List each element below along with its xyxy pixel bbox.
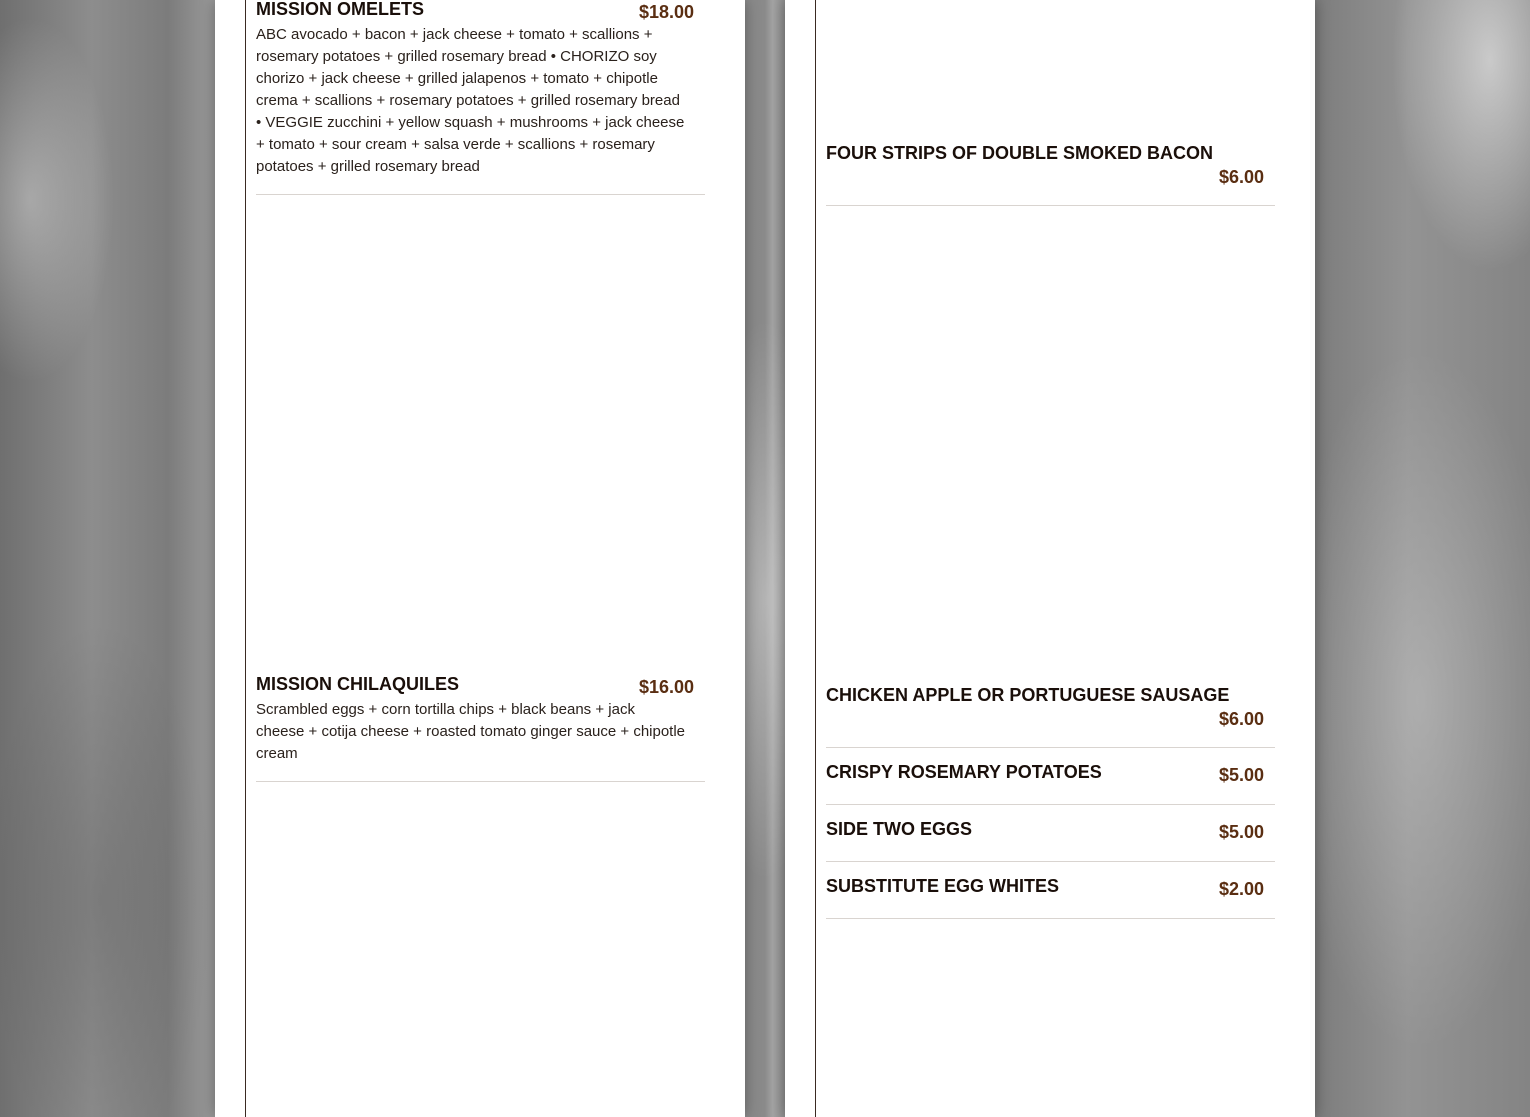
- menu-item-mission-omelets: [256, 0, 705, 195]
- menu-item-title: CHICKEN APPLE OR PORTUGUESE SAUSAGE: [826, 685, 1230, 705]
- menu-item-title: MISSION OMELETS: [256, 0, 425, 19]
- menu-item-price: $5.00: [1218, 822, 1264, 842]
- menu-item-price: $2.00: [1218, 879, 1264, 899]
- menu-item-sausage: [826, 681, 1275, 748]
- menu-item-title: SIDE TWO EGGS: [826, 819, 973, 839]
- panel-divider-line: [815, 0, 816, 1117]
- menu-item-title: FOUR STRIPS OF DOUBLE SMOKED BACON: [826, 143, 1214, 163]
- menu-item-price: $6.00: [1218, 709, 1264, 729]
- menu-item-egg-whites: [826, 873, 1275, 919]
- menu-panel-left: [215, 0, 745, 1117]
- menu-item-title: CRISPY ROSEMARY POTATOES: [826, 762, 1102, 782]
- panel-divider-line: [245, 0, 246, 1117]
- menu-item-title: SUBSTITUTE EGG WHITES: [826, 876, 1060, 896]
- menu-item-description: Scrambled eggs + corn tortilla chips + black beans + jack cheese + cotija cheese + roasted tomato ginger sauce + chipotle cream: [256, 701, 686, 762]
- menu-item-price: $16.00: [638, 677, 694, 697]
- menu-item-description: ABC avocado + bacon + jack cheese + tomato + scallions + rosemary potatoes + grilled rosemary bread • CHORIZO soy chorizo + jack cheese + grilled jalapenos + tomato + chipotle crema + scallions + rosemary potatoes + grilled rosemary bread • VEGGIE zucchini + yellow squash + mushrooms + jack cheese + tomato + sour cream + salsa verde + scallions + rosemary potatoes + grilled rosemary bread: [256, 26, 685, 175]
- menu-panel-right: [785, 0, 1315, 1117]
- menu-item-mission-chilaquiles: [256, 670, 705, 782]
- menu-item-side-two-eggs: [826, 816, 1275, 862]
- menu-item-double-smoked-bacon: [826, 139, 1275, 206]
- menu-item-title: MISSION CHILAQUILES: [256, 674, 460, 694]
- menu-item-price: $6.00: [1218, 167, 1264, 187]
- menu-item-price: $5.00: [1218, 765, 1264, 785]
- menu-item-rosemary-potatoes: [826, 759, 1275, 805]
- menu-item-price: $18.00: [638, 2, 694, 22]
